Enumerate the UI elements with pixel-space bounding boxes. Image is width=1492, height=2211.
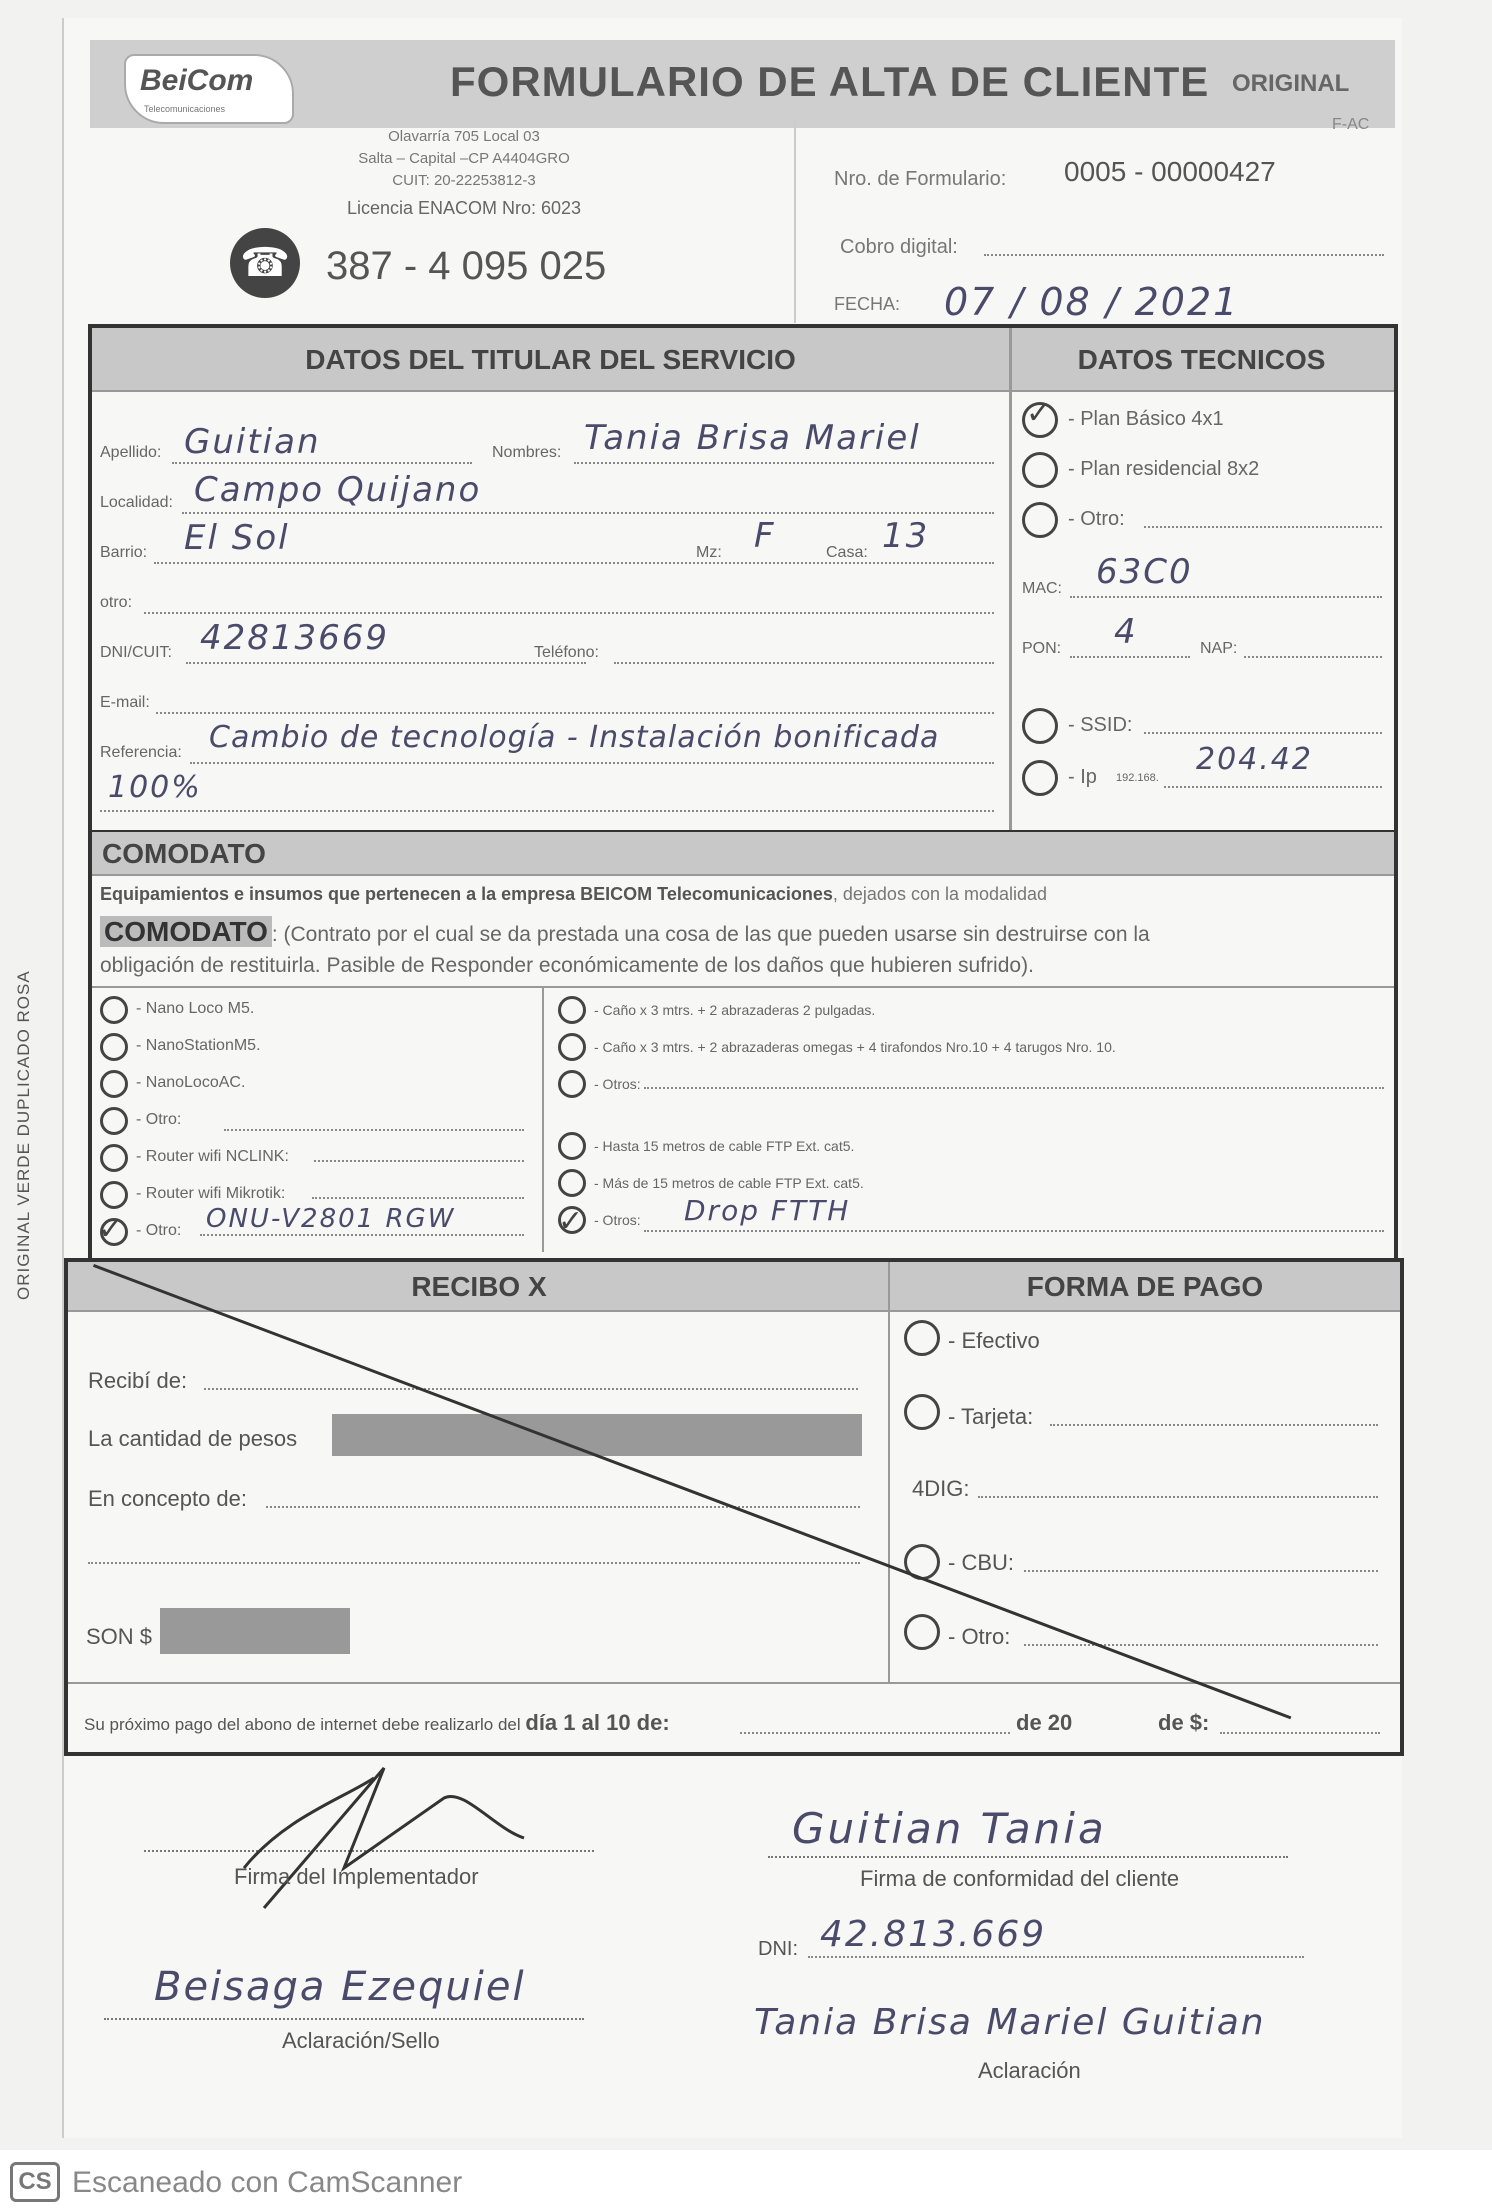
dni-value[interactable]: 42813669 bbox=[200, 618, 390, 658]
dig-line bbox=[978, 1496, 1378, 1498]
comodato-right-label: - Caño x 3 mtrs. + 2 abrazaderas 2 pulgadas. bbox=[594, 1002, 876, 1018]
form-number: 0005 - 00000427 bbox=[1064, 156, 1276, 187]
plan-residencial-label: - Plan residencial 8x2 bbox=[1068, 458, 1260, 480]
ip-prefix: 192.168. bbox=[1116, 772, 1159, 784]
referencia-value-2[interactable]: 100% bbox=[108, 770, 202, 805]
comodato-right-label: - Otros: bbox=[594, 1076, 641, 1092]
left-otro-line bbox=[224, 1129, 524, 1131]
header-band bbox=[90, 40, 1395, 128]
plan-otro-radio[interactable] bbox=[1022, 502, 1058, 538]
whatsapp-icon: ☎ bbox=[230, 228, 300, 298]
son-label: SON $ bbox=[86, 1624, 153, 1649]
right-otros-2-line bbox=[644, 1230, 1384, 1232]
nombres-line bbox=[574, 462, 994, 464]
recibi-line bbox=[204, 1388, 858, 1390]
comodato-intro bbox=[100, 884, 1047, 905]
mac-line bbox=[1070, 596, 1382, 598]
aclaracion-cliente-value[interactable]: Tania Brisa Mariel Guitian bbox=[754, 2002, 1266, 2043]
nombres-label: Nombres: bbox=[492, 444, 562, 461]
city-line: Salta – Capital –CP A4404GRO bbox=[358, 150, 570, 167]
otro-line bbox=[144, 612, 994, 614]
email-line bbox=[156, 712, 994, 714]
ssid-label: - SSID: bbox=[1068, 714, 1133, 736]
comodato-heading: COMODATO bbox=[92, 832, 1394, 876]
header-divider bbox=[794, 118, 796, 323]
telefono-label: Teléfono: bbox=[534, 644, 599, 661]
cbu-line bbox=[1024, 1570, 1378, 1572]
aclaracion-impl-line bbox=[104, 2018, 584, 2020]
pon-label: PON: bbox=[1022, 640, 1062, 657]
email-label: E-mail: bbox=[100, 694, 150, 711]
comodato-def-text: : (Contrato por el cual se da prestada una cosa de las que pueden usarse sin destruirse con la bbox=[271, 923, 1150, 946]
check-icon: ✓ bbox=[1026, 396, 1052, 431]
form-number-label: Nro. de Formulario: bbox=[834, 168, 1007, 190]
mz-value[interactable]: F bbox=[754, 516, 776, 556]
comodato-left-radio[interactable] bbox=[100, 1144, 128, 1172]
plan-otro-label: - Otro: bbox=[1068, 508, 1125, 530]
titular-heading: DATOS DEL TITULAR DEL SERVICIO bbox=[92, 328, 1009, 392]
comodato-separator bbox=[92, 986, 1394, 988]
comodato-right-label: - Más de 15 metros de cable FTP Ext. cat5. bbox=[594, 1175, 864, 1191]
mz-label: Mz: bbox=[696, 544, 722, 561]
tecnicos-divider bbox=[1009, 328, 1012, 830]
referencia-line bbox=[190, 762, 994, 764]
ip-radio[interactable] bbox=[1022, 760, 1058, 796]
license-line: Licencia ENACOM Nro: 6023 bbox=[346, 198, 582, 218]
cliente-caption: Firma de conformidad del cliente bbox=[860, 1866, 1180, 1891]
mac-label: MAC: bbox=[1022, 580, 1062, 597]
right-otros-value[interactable]: Drop FTTH bbox=[684, 1194, 851, 1227]
comodato-right-radio[interactable] bbox=[558, 1033, 586, 1061]
plan-residencial-radio[interactable] bbox=[1022, 452, 1058, 488]
efectivo-radio[interactable] bbox=[904, 1320, 940, 1356]
aclaracion-impl-value[interactable]: Beisaga Ezequiel bbox=[154, 1964, 526, 2010]
barrio-value[interactable]: El Sol bbox=[184, 518, 290, 558]
comodato-intro-bold: Equipamientos e insumos que pertenecen a la empresa BEICOM Telecomunicaciones bbox=[100, 884, 833, 904]
logo-subtext: Telecomunicaciones bbox=[144, 104, 226, 114]
comodato-left-label: - Router wifi NCLINK: bbox=[136, 1148, 289, 1165]
left-otro-2-line bbox=[200, 1234, 524, 1236]
logo-text: BeiCom bbox=[140, 64, 254, 97]
comodato-right-radio[interactable] bbox=[558, 1070, 586, 1098]
firma-dni-line bbox=[808, 1956, 1304, 1958]
ssid-line bbox=[1144, 732, 1382, 734]
proximo-monto-line bbox=[1220, 1732, 1380, 1734]
proximo-text: Su próximo pago del abono de internet debe realizarlo del bbox=[84, 1715, 521, 1734]
comodato-left-radio[interactable] bbox=[100, 1070, 128, 1098]
ip-label: - Ip bbox=[1068, 766, 1097, 788]
cliente-signature[interactable]: Guitian Tania bbox=[792, 1804, 1107, 1853]
dni-label: DNI/CUIT: bbox=[100, 644, 172, 661]
pago-otro-radio[interactable] bbox=[904, 1614, 940, 1650]
cantidad-redaction bbox=[332, 1414, 862, 1456]
mikrotik-line bbox=[312, 1197, 524, 1199]
comodato-definition bbox=[100, 916, 1150, 948]
aclaracion-caption: Aclaración bbox=[978, 2058, 1081, 2083]
comodato-left-label: - Router wifi Mikrotik: bbox=[136, 1185, 286, 1202]
apellido-value[interactable]: Guitian bbox=[184, 422, 321, 462]
referencia-line-2 bbox=[100, 810, 994, 812]
referencia-label: Referencia: bbox=[100, 744, 182, 761]
mac-value[interactable]: 63C0 bbox=[1096, 552, 1193, 592]
scanner-footer bbox=[0, 2150, 1492, 2211]
comodato-definition-2: obligación de restituirla. Pasible de Responder económicamente de los daños que hubieren sufrido). bbox=[100, 954, 1034, 977]
comodato-def-word: COMODATO bbox=[100, 916, 272, 947]
fecha-value[interactable]: 07 / 08 / 2021 bbox=[944, 280, 1240, 324]
company-logo bbox=[124, 54, 294, 124]
tarjeta-radio[interactable] bbox=[904, 1394, 940, 1430]
form-sheet bbox=[62, 18, 1402, 2138]
comodato-right-label: - Otros: bbox=[594, 1212, 641, 1228]
comodato-left-label: - Nano Loco M5. bbox=[136, 1000, 255, 1017]
apellido-label: Apellido: bbox=[100, 444, 162, 461]
impl-signature bbox=[224, 1738, 544, 1938]
pon-value[interactable]: 4 bbox=[1114, 612, 1138, 652]
comodato-column-divider bbox=[542, 986, 544, 1252]
pon-line bbox=[1070, 656, 1190, 658]
tecnicos-heading: DATOS TECNICOS bbox=[1009, 328, 1394, 392]
pago-heading: FORMA DE PAGO bbox=[890, 1262, 1400, 1312]
barrio-line bbox=[154, 562, 994, 564]
recibi-label: Recibí de: bbox=[88, 1368, 188, 1393]
casa-label: Casa: bbox=[826, 544, 868, 561]
referencia-value[interactable]: Cambio de tecnología - Instalación bonificada bbox=[209, 720, 940, 755]
left-otro-value[interactable]: ONU-V2801 RGW bbox=[206, 1204, 456, 1234]
right-otros-line bbox=[644, 1087, 1384, 1089]
nap-label: NAP: bbox=[1200, 640, 1238, 657]
comodato-right-label: - Caño x 3 mtrs. + 2 abrazaderas omegas + 4 tirafondos Nro.10 + 4 tarugos Nro. 10. bbox=[594, 1039, 1116, 1055]
comodato-intro-rest: , dejados con la modalidad bbox=[832, 884, 1048, 904]
ssid-radio[interactable] bbox=[1022, 708, 1058, 744]
plan-basico-label: - Plan Básico 4x1 bbox=[1068, 408, 1224, 430]
camscanner-text: Escaneado con CamScanner bbox=[72, 2166, 463, 2199]
barrio-label: Barrio: bbox=[100, 544, 148, 561]
cbu-label: - CBU: bbox=[948, 1550, 1014, 1575]
comodato-right-radio[interactable] bbox=[558, 1169, 586, 1197]
form-code: F-AC bbox=[1332, 116, 1370, 133]
comodato-left-radio[interactable] bbox=[100, 1033, 128, 1061]
proximo-pago bbox=[84, 1710, 670, 1736]
comodato-left-radio[interactable] bbox=[100, 1218, 128, 1246]
concepto-line bbox=[266, 1506, 860, 1508]
comodato-left-label: - Otro: bbox=[136, 1111, 182, 1128]
localidad-label: Localidad: bbox=[100, 494, 173, 511]
impl-caption: Firma del Implementador bbox=[234, 1864, 479, 1889]
pago-otro-label: - Otro: bbox=[948, 1624, 1011, 1649]
comodato-left-radio[interactable] bbox=[100, 1181, 128, 1209]
address-line: Olavarría 705 Local 03 bbox=[388, 128, 540, 145]
fecha-label: FECHA: bbox=[834, 294, 901, 314]
comodato-left-radio[interactable] bbox=[100, 996, 128, 1024]
check-icon: ✓ bbox=[98, 1212, 124, 1247]
phone-number: 387 - 4 095 025 bbox=[326, 244, 607, 288]
nombres-value[interactable]: Tania Brisa Mariel bbox=[584, 418, 921, 458]
comodato-left-label: - Otro: bbox=[136, 1222, 182, 1239]
plan-otro-line bbox=[1144, 526, 1382, 528]
recibo-divider bbox=[888, 1262, 890, 1682]
tarjeta-line bbox=[1050, 1424, 1378, 1426]
ip-value[interactable]: 204.42 bbox=[1196, 742, 1313, 777]
dni-line bbox=[186, 662, 586, 664]
concepto-label: En concepto de: bbox=[88, 1486, 248, 1511]
apellido-line bbox=[172, 462, 472, 464]
nap-line bbox=[1244, 656, 1382, 658]
check-icon: ✓ bbox=[558, 1204, 584, 1239]
comodato-right-radio[interactable] bbox=[558, 1206, 586, 1234]
camscanner-icon: CS bbox=[10, 2162, 60, 2202]
localidad-line bbox=[182, 512, 994, 514]
tarjeta-label: - Tarjeta: bbox=[948, 1404, 1034, 1429]
proximo-des: de $: bbox=[1158, 1710, 1210, 1735]
firma-dni-value[interactable]: 42.813.669 bbox=[820, 1914, 1047, 1955]
comodato-right-radio[interactable] bbox=[558, 1132, 586, 1160]
proximo-mes-line bbox=[740, 1732, 1010, 1734]
firma-dni-label: DNI: bbox=[758, 1938, 798, 1960]
ip-line bbox=[1164, 786, 1382, 788]
otro-label: otro: bbox=[100, 594, 133, 611]
telefono-line bbox=[614, 662, 994, 664]
comodato-right-label: - Hasta 15 metros de cable FTP Ext. cat5. bbox=[594, 1138, 855, 1154]
proximo-bold: día 1 al 10 de: bbox=[525, 1710, 670, 1735]
comodato-left-radio[interactable] bbox=[100, 1107, 128, 1135]
cuit-line: CUIT: 20-22253812-3 bbox=[392, 172, 536, 189]
pago-otro-line bbox=[1024, 1644, 1378, 1646]
copies-side-text: ORIGINAL VERDE DUPLICADO ROSA bbox=[14, 970, 33, 1300]
form-title: FORMULARIO DE ALTA DE CLIENTE bbox=[450, 58, 1210, 105]
cliente-signature-line bbox=[768, 1856, 1288, 1858]
proximo-de20: de 20 bbox=[1016, 1710, 1073, 1735]
cobro-digital-line bbox=[984, 254, 1384, 256]
dig-label: 4DIG: bbox=[912, 1476, 970, 1501]
cantidad-label: La cantidad de pesos bbox=[88, 1426, 298, 1451]
recibo-heading: RECIBO X bbox=[68, 1262, 890, 1312]
son-redaction bbox=[160, 1608, 350, 1654]
aclaracion-sello-caption: Aclaración/Sello bbox=[282, 2028, 440, 2053]
efectivo-label: - Efectivo bbox=[948, 1328, 1040, 1353]
copy-label: ORIGINAL bbox=[1232, 70, 1350, 97]
localidad-value[interactable]: Campo Quijano bbox=[194, 470, 482, 510]
comodato-left-label: - NanoLocoAC. bbox=[136, 1074, 246, 1091]
comodato-left-label: - NanoStationM5. bbox=[136, 1037, 261, 1054]
comodato-right-radio[interactable] bbox=[558, 996, 586, 1024]
company-address bbox=[314, 126, 614, 192]
nclink-line bbox=[314, 1160, 524, 1162]
concepto-line-2 bbox=[88, 1562, 860, 1564]
casa-value[interactable]: 13 bbox=[882, 516, 930, 556]
cobro-digital-label: Cobro digital: bbox=[840, 236, 958, 258]
